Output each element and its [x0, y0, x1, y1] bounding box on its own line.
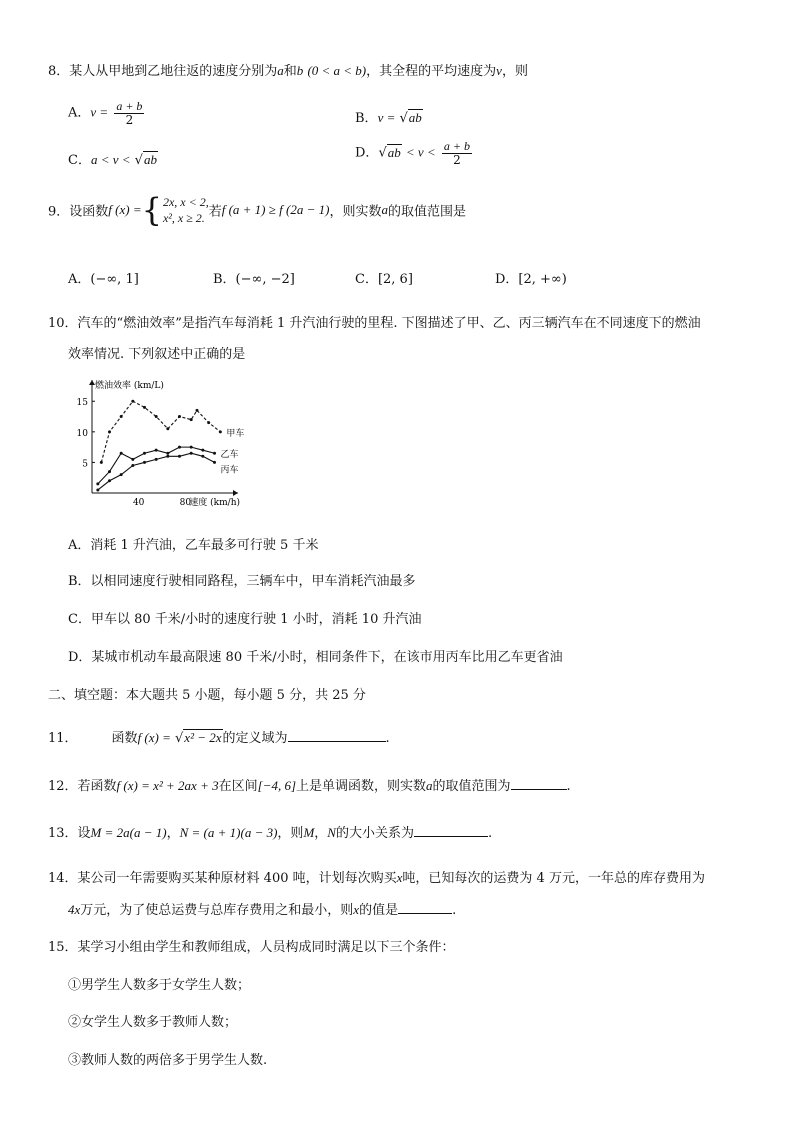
series-2-point-9: [201, 455, 204, 458]
section-heading: 二、填空题：本大题共 5 小题，每小题 5 分，共 25 分: [48, 688, 366, 703]
q8-option-b[interactable]: B．v = √ab: [355, 110, 422, 126]
series-line-0: [101, 401, 220, 462]
series-1-point-7: [178, 446, 181, 449]
q9-option-a[interactable]: A．(−∞, 1]: [68, 272, 139, 287]
series-2-point-7: [178, 455, 181, 458]
series-2-point-0: [96, 488, 99, 491]
q15-condition-3: ③教师人数的两倍多于男学生人数.: [68, 1053, 268, 1068]
series-2-point-1: [108, 479, 111, 482]
q13-answer-blank[interactable]: [414, 824, 488, 837]
series-0-point-1: [108, 430, 111, 433]
series-1-point-2: [120, 452, 123, 455]
q15-condition-1: ①男学生人数多于女学生人数；: [68, 978, 251, 993]
q12-answer-blank[interactable]: [511, 777, 567, 790]
y-tick-label-10: 10: [76, 428, 88, 439]
q15-stem: 15．某学习小组由学生和教师组成，人员构成同时满足以下三个条件：: [48, 940, 455, 955]
q9-option-c[interactable]: C．[2, 6]: [355, 272, 413, 287]
series-0-point-8: [190, 418, 193, 421]
series-0-point-2: [120, 415, 123, 418]
fuel-efficiency-chart: [70, 378, 245, 513]
series-2-point-2: [120, 473, 123, 476]
y-tick-label-15: 15: [76, 398, 88, 409]
y-axis-label: 燃油效率 (km/L): [95, 381, 164, 391]
q10-option-b[interactable]: B．以相同速度行驶相同路程，三辆车中，甲车消耗汽油最多: [68, 574, 416, 589]
series-1-point-6: [166, 452, 169, 455]
series-1-point-9: [201, 449, 204, 452]
q9-stem: 9．设函数f (x) ={2x, x < 2, x², x ≥ 2. 若f (a + 1) ≥ f (2a − 1)，则实数a的取值范围是: [48, 191, 466, 230]
series-1-point-10: [213, 452, 216, 455]
series-label-2: 丙车: [220, 465, 239, 476]
series-0-point-5: [155, 415, 158, 418]
y-tick-label-5: 5: [82, 459, 88, 470]
series-2-point-5: [155, 458, 158, 461]
q8-option-a[interactable]: A．v = $\frac{a + b}{2}$: [68, 99, 143, 127]
q8-option-c[interactable]: C．a < v < √ab: [68, 152, 157, 168]
series-0-point-9: [196, 409, 199, 412]
series-label-0: 甲车: [226, 428, 245, 439]
q14-line1: 14．某公司一年需要购买某种原材料 400 吨，计划每次购买x吨，已知每次的运费为 4 万元，一年总的库存费用为: [48, 870, 705, 886]
series-label-1: 乙车: [220, 450, 239, 461]
x-axis-arrow: [233, 490, 238, 496]
x-tick-label-80: 80: [179, 498, 192, 508]
series-1-point-8: [190, 446, 193, 449]
series-1-point-3: [131, 458, 134, 461]
q14-answer-blank[interactable]: [398, 901, 452, 914]
q11: 11． 函数f (x) = √x² − 2x的定义域为 .: [48, 730, 390, 746]
series-2-point-8: [190, 452, 193, 455]
q10-option-c[interactable]: C．甲车以 80 千米/小时的速度行驶 1 小时，消耗 10 升汽油: [68, 612, 422, 627]
q10-stem-line1: 10．汽车的“燃油效率”是指汽车每消耗 1 升汽油行驶的里程. 下图描述了甲、乙、丙三辆汽车在不同速度下的燃油: [48, 316, 701, 331]
series-0-point-0: [100, 461, 103, 464]
series-0-point-10: [207, 421, 210, 424]
series-0-point-4: [143, 406, 146, 409]
series-1-point-1: [108, 470, 111, 473]
q13: 13．设M = 2a(a − 1)，N = (a + 1)(a − 3)，则M，N的大小关系为 .: [48, 825, 493, 841]
q9-option-b[interactable]: B．(−∞, −2]: [213, 272, 295, 287]
x-axis-label: 速度 (km/h): [189, 498, 240, 508]
q8-stem: 8．某人从甲地到乙地往返的速度分别为a和b (0 < a < b)，其全程的平均速度为v，则: [48, 63, 528, 79]
q12: 12．若函数f (x) = x² + 2ax + 3在区间[−4, 6]上是单调函数，则实数a的取值范围为 .: [48, 778, 571, 794]
q8-option-d[interactable]: D．√ab < v < $\frac{a + b}{2}$: [355, 139, 470, 167]
series-2-point-4: [143, 461, 146, 464]
q11-answer-blank[interactable]: [288, 729, 386, 742]
series-0-point-6: [166, 427, 169, 430]
q10-option-a[interactable]: A．消耗 1 升汽油，乙车最多可行驶 5 千米: [68, 538, 319, 553]
series-1-point-0: [96, 482, 99, 485]
series-1-point-5: [155, 449, 158, 452]
series-2-point-10: [213, 461, 216, 464]
q15-condition-2: ②女学生人数多于教师人数；: [68, 1015, 238, 1030]
series-2-point-6: [166, 455, 169, 458]
series-0-point-11: [219, 430, 222, 433]
q9-option-d[interactable]: D．[2, +∞): [495, 272, 567, 287]
x-tick-label-40: 40: [132, 498, 145, 508]
q14-line2: 4x万元，为了使总运费与总库存费用之和最小，则x的值是 .: [68, 902, 457, 918]
series-1-point-4: [143, 452, 146, 455]
q10-option-d[interactable]: D．某城市机动车最高限速 80 千米/小时，相同条件下，在该市用丙车比用乙车更省油: [68, 650, 563, 665]
series-0-point-3: [131, 400, 134, 403]
series-0-point-7: [178, 415, 181, 418]
q10-stem-line2: 效率情况. 下列叙述中正确的是: [68, 347, 246, 362]
series-2-point-3: [131, 464, 134, 467]
